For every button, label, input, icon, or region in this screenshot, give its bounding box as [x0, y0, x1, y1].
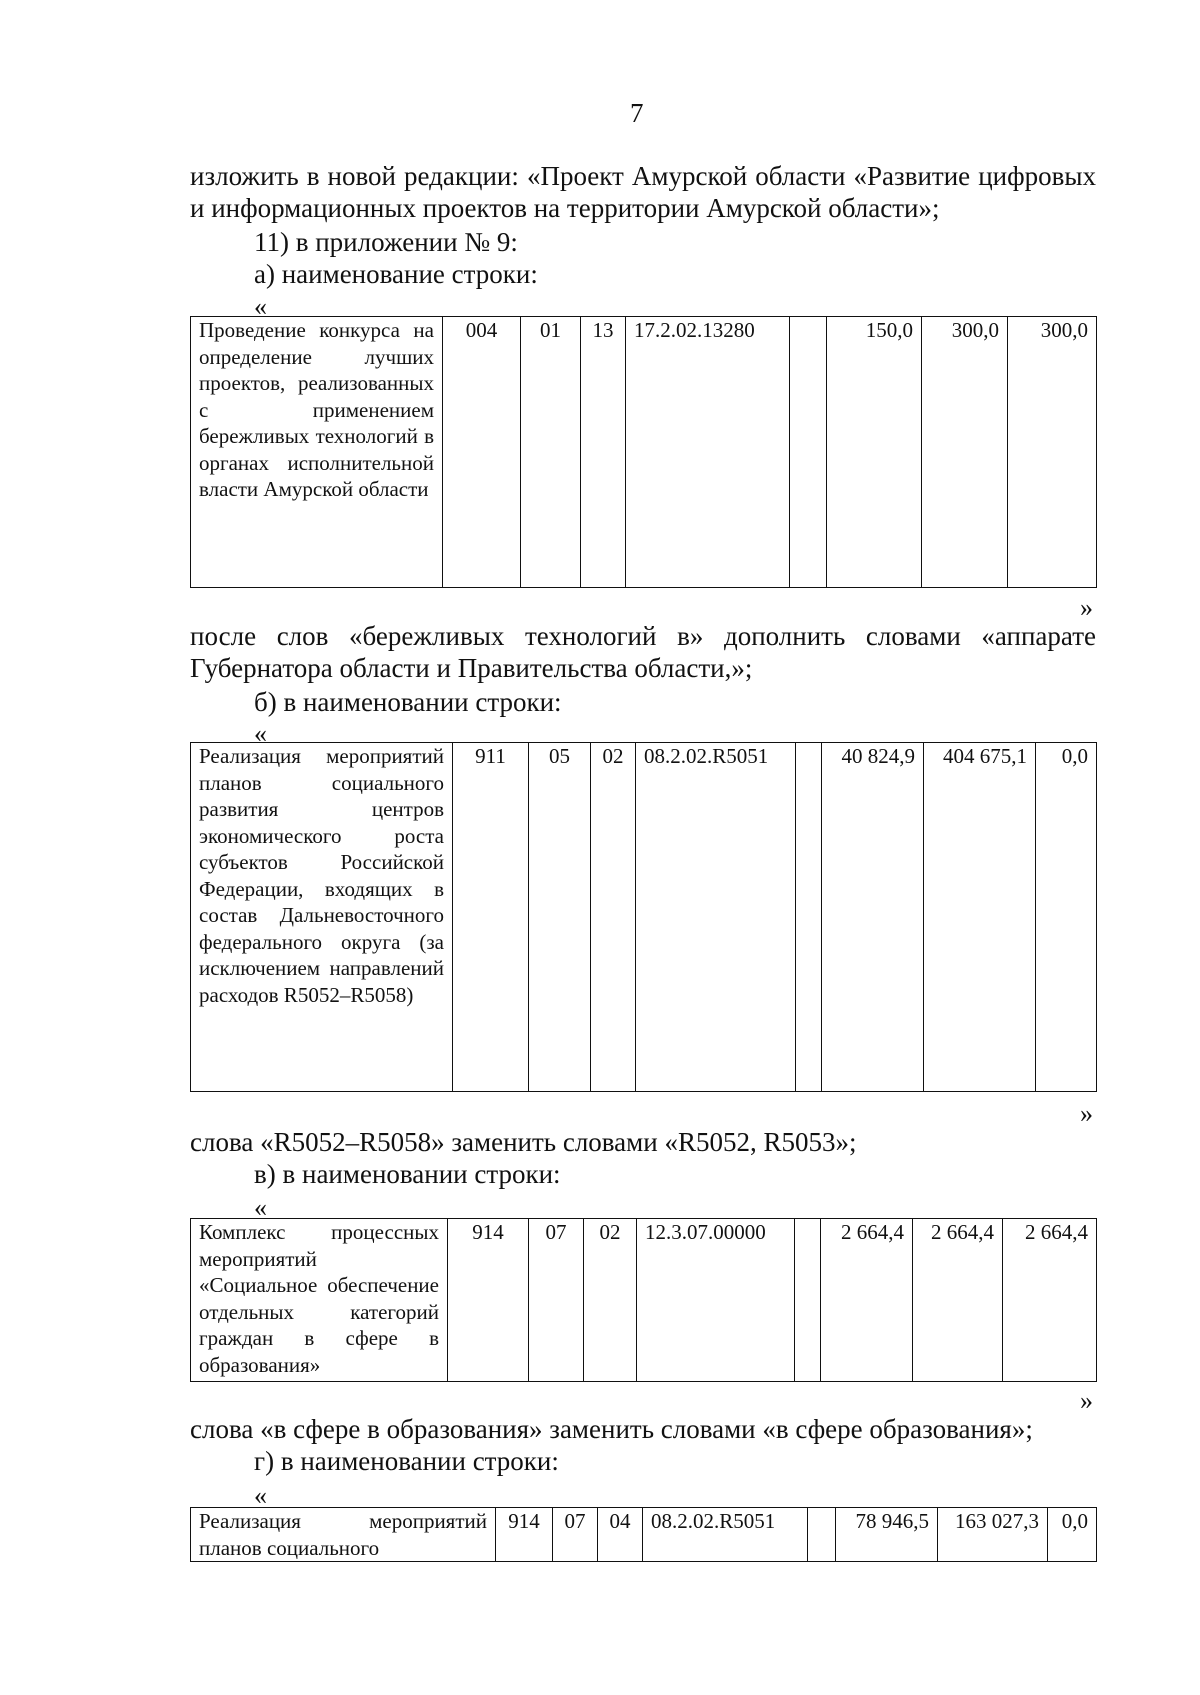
table-g	[190, 1507, 1097, 1562]
target-article-cell: 17.2.02.13280	[626, 317, 790, 588]
target-article-cell: 12.3.07.00000	[637, 1219, 795, 1382]
value-cell-3: 2 664,4	[1003, 1219, 1097, 1382]
target-article-cell: 08.2.02.R5051	[636, 743, 796, 1092]
value-cell-3: 0,0	[1048, 1508, 1097, 1562]
opening-quote-b: «	[254, 719, 267, 748]
opening-quote-a: «	[254, 292, 267, 321]
row-name-cell: Реализация мероприятий планов социального развития центров экономического роста субъектов Российской Федерации, входящих в состав Дальневосточного федерального округа (за исключением направлений расходов R5052–R5058)	[191, 743, 453, 1092]
value-cell-2: 163 027,3	[938, 1508, 1048, 1562]
code-cell: 914	[448, 1219, 529, 1382]
value-cell-3: 0,0	[1036, 743, 1097, 1092]
table-row	[191, 743, 1097, 1092]
opening-quote-g: «	[254, 1481, 267, 1510]
value-cell-2: 2 664,4	[913, 1219, 1003, 1382]
row-name-cell: Реализация мероприятий планов социального	[191, 1508, 496, 1562]
page-number: 7	[630, 98, 644, 128]
expense-type-cell	[790, 317, 827, 588]
subsection-cell: 04	[598, 1508, 643, 1562]
table-row	[191, 317, 1097, 588]
section-cell: 05	[529, 743, 591, 1092]
value-cell-1: 2 664,4	[821, 1219, 913, 1382]
sub-item-b-heading: б) в наименовании строки:	[254, 687, 562, 717]
target-article-cell: 08.2.02.R5051	[643, 1508, 808, 1562]
table-a	[190, 316, 1097, 588]
value-cell-3: 300,0	[1008, 317, 1097, 588]
expense-type-cell	[808, 1508, 836, 1562]
sub-item-g-heading: г) в наименовании строки:	[254, 1446, 559, 1476]
subsection-cell: 13	[581, 317, 626, 588]
after-v-line: слова «в сфере в образования» заменить словами «в сфере образования»;	[190, 1414, 1033, 1444]
value-cell-1: 40 824,9	[822, 743, 924, 1092]
sub-item-v-heading: в) в наименовании строки:	[254, 1159, 561, 1189]
closing-quote-b: »	[1080, 1099, 1093, 1128]
section-cell: 07	[529, 1219, 584, 1382]
table-v	[190, 1218, 1097, 1382]
after-a-line-1: после слов «бережливых технологий в» дополнить словами «аппарате	[190, 621, 1096, 651]
item-11-heading: 11) в приложении № 9:	[254, 227, 518, 257]
intro-line-2: и информационных проектов на территории Амурской области»;	[190, 193, 940, 223]
expense-type-cell	[795, 1219, 821, 1382]
subsection-cell: 02	[591, 743, 636, 1092]
code-cell: 004	[443, 317, 521, 588]
section-cell: 07	[553, 1508, 598, 1562]
closing-quote-a: »	[1080, 593, 1093, 622]
subsection-cell: 02	[584, 1219, 637, 1382]
closing-quote-v: »	[1080, 1386, 1093, 1415]
after-a-line-2: Губернатора области и Правительства области,»;	[190, 653, 753, 683]
table-row	[191, 1508, 1097, 1562]
sub-item-a-heading: а) наименование строки:	[254, 259, 538, 289]
code-cell: 911	[453, 743, 529, 1092]
value-cell-2: 404 675,1	[924, 743, 1036, 1092]
code-cell: 914	[496, 1508, 553, 1562]
row-name-cell: Проведение конкурса на определение лучших проектов, реализованных с применением бережливых технологий в органах исполнительной власти Амурской области	[191, 317, 443, 588]
table-row	[191, 1219, 1097, 1382]
value-cell-1: 150,0	[827, 317, 922, 588]
after-b-line: слова «R5052–R5058» заменить словами «R5052, R5053»;	[190, 1127, 857, 1157]
value-cell-1: 78 946,5	[836, 1508, 938, 1562]
section-cell: 01	[521, 317, 581, 588]
intro-line-1: изложить в новой редакции: «Проект Амурской области «Развитие цифровых	[190, 161, 1096, 191]
expense-type-cell	[796, 743, 822, 1092]
table-b	[190, 742, 1097, 1092]
opening-quote-v: «	[254, 1193, 267, 1222]
value-cell-2: 300,0	[922, 317, 1008, 588]
row-name-cell: Комплекс процессных мероприятий «Социальное обеспечение отдельных категорий граждан в сфере в образования»	[191, 1219, 448, 1382]
